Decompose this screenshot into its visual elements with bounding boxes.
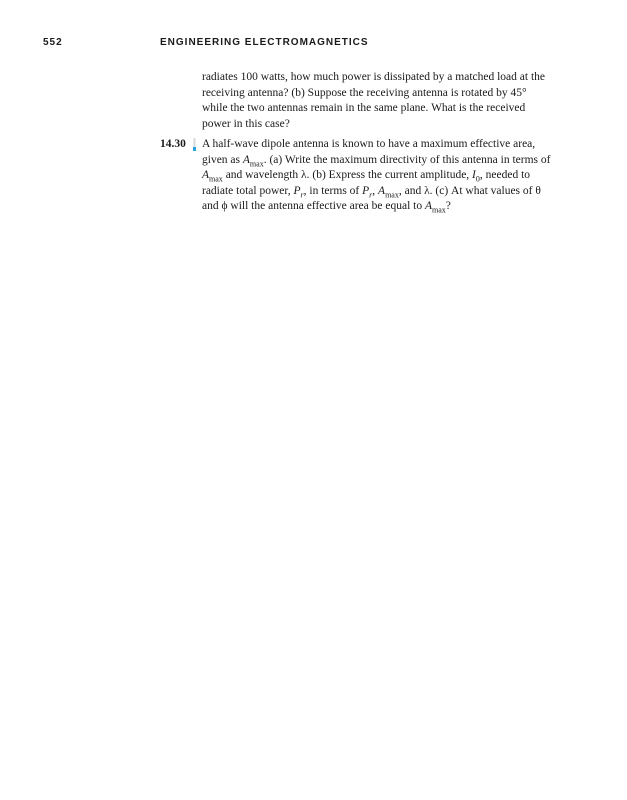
text-line: radiates 100 watts, how much power is dissipated by a matched load at the [202, 71, 545, 83]
marker-bottom [193, 147, 196, 151]
text-line: $A_{max}$ and wavelength λ. (b) Express the current amplitude, $I_0$, needed to [202, 169, 531, 184]
problem-text [202, 137, 577, 215]
text-line: while the two antennas remain in the same plane. What is the received [202, 102, 526, 115]
text-line: A half-wave dipole antenna is known to have a maximum effective area, [202, 138, 536, 150]
running-title: ENGINEERING ELECTROMAGNETICS [160, 37, 369, 48]
problem-marker-icon [193, 138, 196, 152]
text-line: receiving antenna? (b) Suppose the receiving antenna is rotated by 45° [202, 86, 527, 99]
text-line: given as $A_{max}$. (a) Write the maximum directivity of this antenna in terms of [202, 153, 551, 168]
problem-continuation [202, 70, 577, 132]
running-header [43, 37, 603, 53]
problem-number: 14.30 [160, 138, 186, 150]
text-line: radiate total power, $P_r$, in terms of $P_r$, $A_{max}$, and λ. (c) At what values of θ [202, 184, 541, 200]
text-line: power in this case? [202, 117, 290, 130]
marker-top [194, 138, 196, 147]
page-number: 552 [43, 37, 63, 48]
text-line: and ϕ will the antenna effective area be equal to $A_{max}$? [202, 200, 451, 215]
